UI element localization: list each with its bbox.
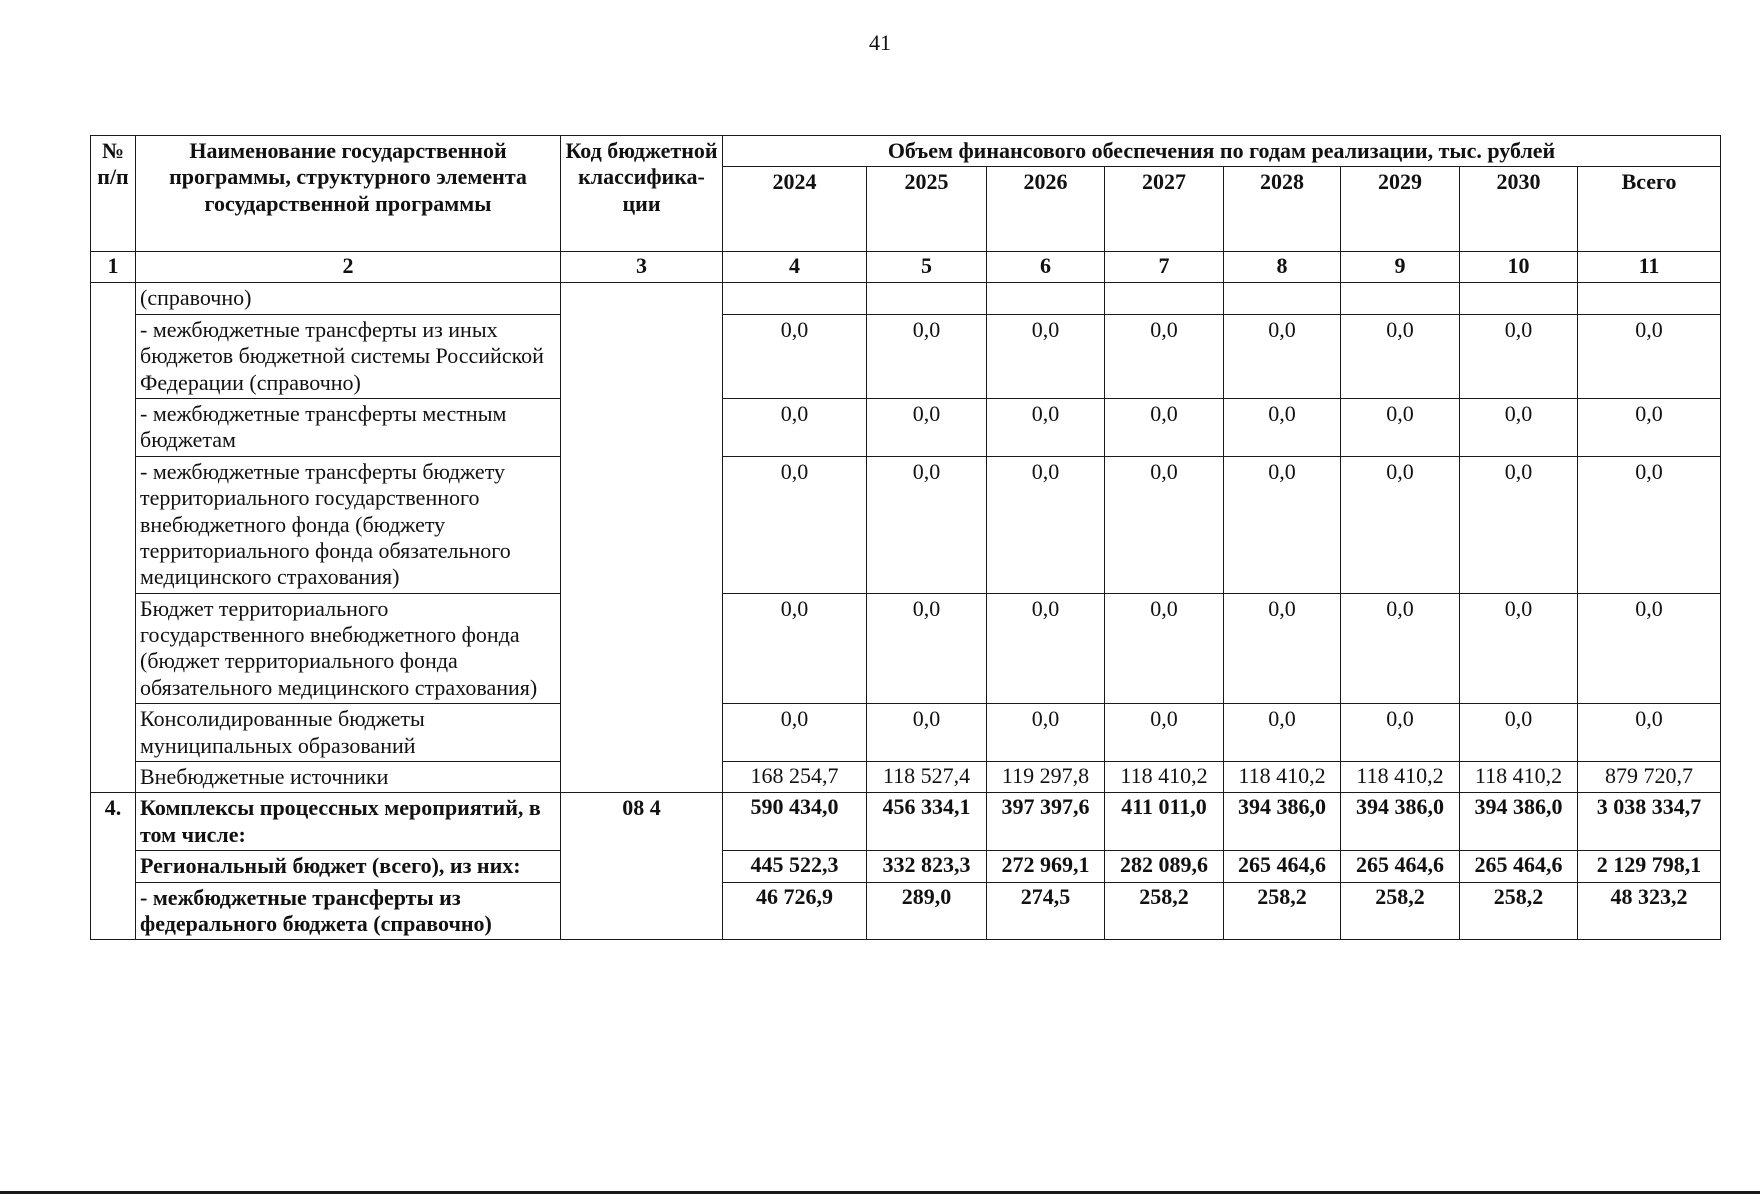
page-number: 41 [869, 30, 891, 55]
row-value: 879 720,7 [1578, 762, 1721, 793]
table-row [91, 882, 1721, 940]
row-name: Внебюджетные источники [136, 762, 561, 793]
row-value: 0,0 [867, 704, 987, 762]
row-value: 456 334,1 [867, 793, 987, 851]
row-value [1341, 283, 1460, 314]
row-value: 0,0 [1224, 704, 1341, 762]
row-value: 590 434,0 [723, 793, 867, 851]
row-value: 258,2 [1460, 882, 1578, 940]
row-value: 258,2 [1341, 882, 1460, 940]
table-row [91, 398, 1721, 456]
row-value: 0,0 [987, 398, 1105, 456]
table-row [91, 704, 1721, 762]
row-value: 0,0 [1105, 593, 1224, 704]
row-value: 289,0 [867, 882, 987, 940]
row-name: Комплексы процессных мероприятий, в том числе: [136, 793, 561, 851]
row-value: 0,0 [1224, 398, 1341, 456]
table-row [91, 283, 1721, 314]
row-value: 0,0 [723, 314, 867, 398]
row-code: 08 4 [561, 793, 723, 940]
column-number: 10 [1460, 252, 1578, 283]
row-value: 46 726,9 [723, 882, 867, 940]
row-value: 0,0 [1105, 314, 1224, 398]
row-name: - межбюджетные трансферты бюджету территориального государственного внебюджетного фонда (бюджету территориального фонда обязательного медицинского страхования) [136, 456, 561, 593]
row-value: 394 386,0 [1460, 793, 1578, 851]
row-value: 0,0 [723, 398, 867, 456]
row-value: 2 129 798,1 [1578, 851, 1721, 882]
row-value: 0,0 [1460, 314, 1578, 398]
row-value: 0,0 [1578, 398, 1721, 456]
row-value: 0,0 [1105, 398, 1224, 456]
column-number: 9 [1341, 252, 1460, 283]
row-value: 265 464,6 [1341, 851, 1460, 882]
row-name: - межбюджетные трансферты из федерального бюджета (справочно) [136, 882, 561, 940]
column-number: 4 [723, 252, 867, 283]
budget-table [90, 135, 1721, 940]
row-name: (справочно) [136, 283, 561, 314]
row-value: 282 089,6 [1105, 851, 1224, 882]
row-value: 0,0 [867, 456, 987, 593]
row-value: 0,0 [1578, 456, 1721, 593]
header-volume: Объем финансового обеспечения по годам реализации, тыс. рублей [723, 136, 1721, 167]
row-value [867, 283, 987, 314]
row-value: 397 397,6 [987, 793, 1105, 851]
table-row [91, 314, 1721, 398]
row-value: 445 522,3 [723, 851, 867, 882]
row-value: 0,0 [1341, 704, 1460, 762]
table-row [91, 851, 1721, 882]
row-value: 0,0 [1460, 398, 1578, 456]
row-value: 258,2 [1105, 882, 1224, 940]
row-value: 118 410,2 [1224, 762, 1341, 793]
row-value: 0,0 [1105, 704, 1224, 762]
row-value: 118 410,2 [1460, 762, 1578, 793]
bottom-rule [0, 1191, 1760, 1194]
row-value [1578, 283, 1721, 314]
header-code: Код бюджетной классифика-ции [561, 136, 723, 252]
row-value [1460, 283, 1578, 314]
row-value: 0,0 [867, 398, 987, 456]
row-name: - межбюджетные трансферты местным бюджетам [136, 398, 561, 456]
row-value: 0,0 [1460, 704, 1578, 762]
column-number: 2 [136, 252, 561, 283]
row-value: 0,0 [1341, 593, 1460, 704]
row-value: 118 410,2 [1105, 762, 1224, 793]
row-value: 258,2 [1224, 882, 1341, 940]
row-value [1105, 283, 1224, 314]
table-row [91, 456, 1721, 593]
row-value: 0,0 [1224, 593, 1341, 704]
column-number: 3 [561, 252, 723, 283]
row-value: 265 464,6 [1224, 851, 1341, 882]
row-value: 0,0 [723, 704, 867, 762]
row-value: 0,0 [987, 456, 1105, 593]
row-value: 332 823,3 [867, 851, 987, 882]
row-value: 411 011,0 [1105, 793, 1224, 851]
row-code-cell [561, 283, 723, 793]
row-value: 118 527,4 [867, 762, 987, 793]
row-value: 394 386,0 [1224, 793, 1341, 851]
row-value: 0,0 [723, 593, 867, 704]
row-value: 0,0 [987, 704, 1105, 762]
row-value: 0,0 [1460, 593, 1578, 704]
row-num-cell [91, 283, 136, 793]
header-year: 2027 [1105, 167, 1224, 252]
header-year: 2029 [1341, 167, 1460, 252]
header-num: № п/п [91, 136, 136, 252]
column-number: 5 [867, 252, 987, 283]
row-value: 0,0 [1578, 704, 1721, 762]
row-value: 0,0 [1578, 593, 1721, 704]
header-year-total: Всего [1578, 167, 1721, 252]
row-value: 0,0 [1105, 456, 1224, 593]
row-value [987, 283, 1105, 314]
table-row [91, 762, 1721, 793]
row-name: Бюджет территориального государственного внебюджетного фонда (бюджет территориального фонда обязательного медицинского страхования) [136, 593, 561, 704]
column-number: 1 [91, 252, 136, 283]
header-year: 2024 [723, 167, 867, 252]
row-value: 0,0 [1224, 456, 1341, 593]
row-value: 0,0 [1578, 314, 1721, 398]
header-name: Наименование государственной программы, структурного элемента государственной программы [136, 136, 561, 252]
row-value: 0,0 [987, 314, 1105, 398]
row-value: 0,0 [1224, 314, 1341, 398]
row-value: 274,5 [987, 882, 1105, 940]
row-value: 0,0 [867, 593, 987, 704]
row-value: 0,0 [1341, 314, 1460, 398]
table-row [91, 793, 1721, 851]
table-row [91, 593, 1721, 704]
header-year: 2030 [1460, 167, 1578, 252]
row-value: 272 969,1 [987, 851, 1105, 882]
row-value: 265 464,6 [1460, 851, 1578, 882]
row-value: 168 254,7 [723, 762, 867, 793]
header-year: 2026 [987, 167, 1105, 252]
column-number: 7 [1105, 252, 1224, 283]
row-name: Консолидированные бюджеты муниципальных образований [136, 704, 561, 762]
row-num: 4. [91, 793, 136, 940]
row-value: 0,0 [867, 314, 987, 398]
column-number: 8 [1224, 252, 1341, 283]
column-number: 6 [987, 252, 1105, 283]
row-value: 119 297,8 [987, 762, 1105, 793]
row-value: 0,0 [1341, 398, 1460, 456]
row-value [723, 283, 867, 314]
header-year: 2028 [1224, 167, 1341, 252]
header-year: 2025 [867, 167, 987, 252]
column-numbers-row [91, 252, 1721, 283]
row-value: 394 386,0 [1341, 793, 1460, 851]
row-value [1224, 283, 1341, 314]
row-name: - межбюджетные трансферты из иных бюджетов бюджетной системы Российской Федерации (справочно) [136, 314, 561, 398]
row-value: 0,0 [987, 593, 1105, 704]
row-value: 48 323,2 [1578, 882, 1721, 940]
row-value: 0,0 [1341, 456, 1460, 593]
row-value: 118 410,2 [1341, 762, 1460, 793]
column-number: 11 [1578, 252, 1721, 283]
row-value: 0,0 [1460, 456, 1578, 593]
header-row [91, 136, 1721, 167]
row-value: 0,0 [723, 456, 867, 593]
row-value: 3 038 334,7 [1578, 793, 1721, 851]
row-name: Региональный бюджет (всего), из них: [136, 851, 561, 882]
